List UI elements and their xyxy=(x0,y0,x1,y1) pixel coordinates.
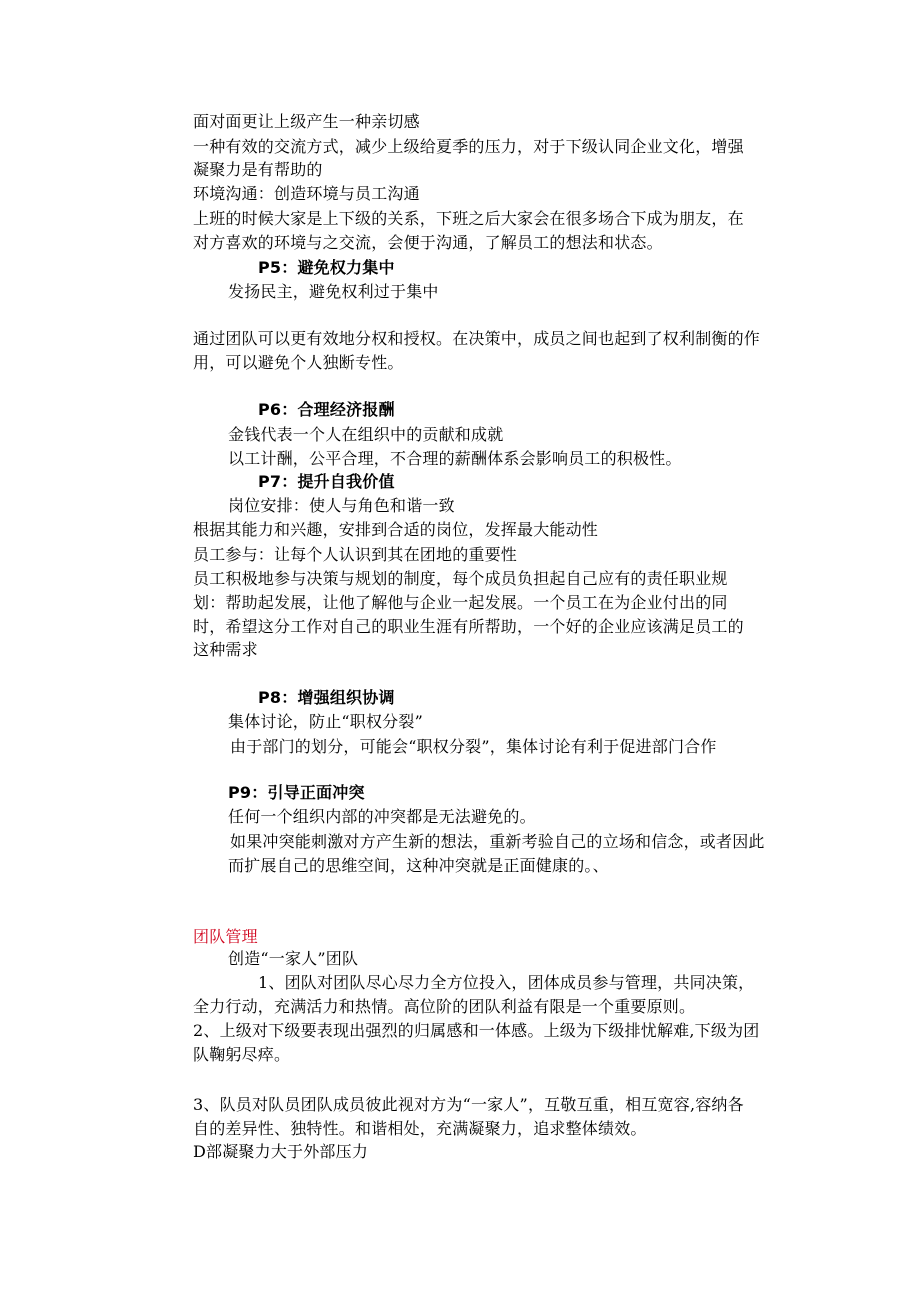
text-line: 面对面更让上级产生一种亲切感 xyxy=(193,112,420,131)
text-line: 员工参与：让每个人认识到其在团地的重要性 xyxy=(193,545,518,564)
text-line: 一种有效的交流方式，减少上级给夏季的压力，对于下级认同企业文化，增强 xyxy=(193,137,744,156)
section-heading-p5: P5：避免权力集中 xyxy=(258,258,395,277)
text-line: 时，希望这分工作对自己的职业生涯有所帮助，一个好的企业应该满足员工的 xyxy=(193,617,744,636)
text-line: 环境沟通：创造环境与员工沟通 xyxy=(193,184,420,203)
text-line: 自的差异性、独特性。和谐相处，充满凝聚力，追求整体绩效。 xyxy=(193,1119,647,1138)
text-line: D部凝聚力大于外部压力 xyxy=(193,1142,369,1161)
text-line: 岗位安排：使人与角色和谐一致 xyxy=(228,496,455,515)
text-line: 对方喜欢的环境与之交流，会便于沟通，了解员工的想法和状态。 xyxy=(193,233,663,252)
section-title-team-management: 团队管理 xyxy=(193,927,258,946)
text-line: 凝聚力是有帮助的 xyxy=(193,160,323,179)
text-line: 根据其能力和兴趣，安排到合适的岗位，发挥最大能动性 xyxy=(193,520,599,539)
text-line: 1、团队对团队尽心尽力全方位投入，团体成员参与管理，共同决策， xyxy=(258,973,755,992)
text-line: 通过团队可以更有效地分权和授权。在决策中，成员之间也起到了权利制衡的作 xyxy=(193,329,761,348)
text-line: 以工计酬，公平合理，不合理的薪酬体系会影响员工的积极性。 xyxy=(228,449,682,468)
text-line: 2、上级对下级要表现出强烈的归属感和一体感。上级为下级排忧解难,下级为团 xyxy=(193,1021,760,1040)
text-line: 集体讨论，防止“职权分裂” xyxy=(228,712,423,731)
text-line: 员工积极地参与决策与规划的制度，每个成员负担起自己应有的责任职业规 xyxy=(193,569,728,588)
text-line: 用，可以避免个人独断专性。 xyxy=(193,353,404,372)
text-line: 3、队员对队员团队成员彼此视对方为“一家人”，互敬互重，相互宽容,容纳各 xyxy=(193,1095,744,1114)
text-line: 而扩展自己的思维空间，这种冲突就是正面健康的。、 xyxy=(228,856,609,875)
text-line: 创造“一家人”团队 xyxy=(228,949,359,968)
text-line: 如果冲突能刺激对方产生新的想法，重新考验自己的立场和信念，或者因此 xyxy=(230,832,765,851)
text-line: 上班的时候大家是上下级的关系，下班之后大家会在很多场合下成为朋友，在 xyxy=(193,209,744,228)
section-heading-p9: P9：引导正面冲突 xyxy=(228,783,365,802)
text-line: 任何一个组织内部的冲突都是无法避免的。 xyxy=(228,807,536,826)
section-heading-p6: P6：合理经济报酬 xyxy=(258,400,395,419)
text-line: 金钱代表一个人在组织中的贡献和成就 xyxy=(228,425,504,444)
section-heading-p8: P8：增强组织协调 xyxy=(258,688,395,707)
text-line: 这种需求 xyxy=(193,640,258,659)
text-line: 队鞠躬尽瘁。 xyxy=(193,1045,291,1064)
text-line: 由于部门的划分，可能会“职权分裂”，集体讨论有利于促进部门合作 xyxy=(230,737,717,756)
text-line: 发扬民主，避免权利过于集中 xyxy=(228,282,439,301)
text-line: 全力行动，充满活力和热情。高位阶的团队利益有限是一个重要原则。 xyxy=(193,997,696,1016)
section-heading-p7: P7：提升自我价值 xyxy=(258,472,395,491)
text-line: 划：帮助起发展，让他了解他与企业一起发展。一个员工在为企业付出的同 xyxy=(193,593,728,612)
